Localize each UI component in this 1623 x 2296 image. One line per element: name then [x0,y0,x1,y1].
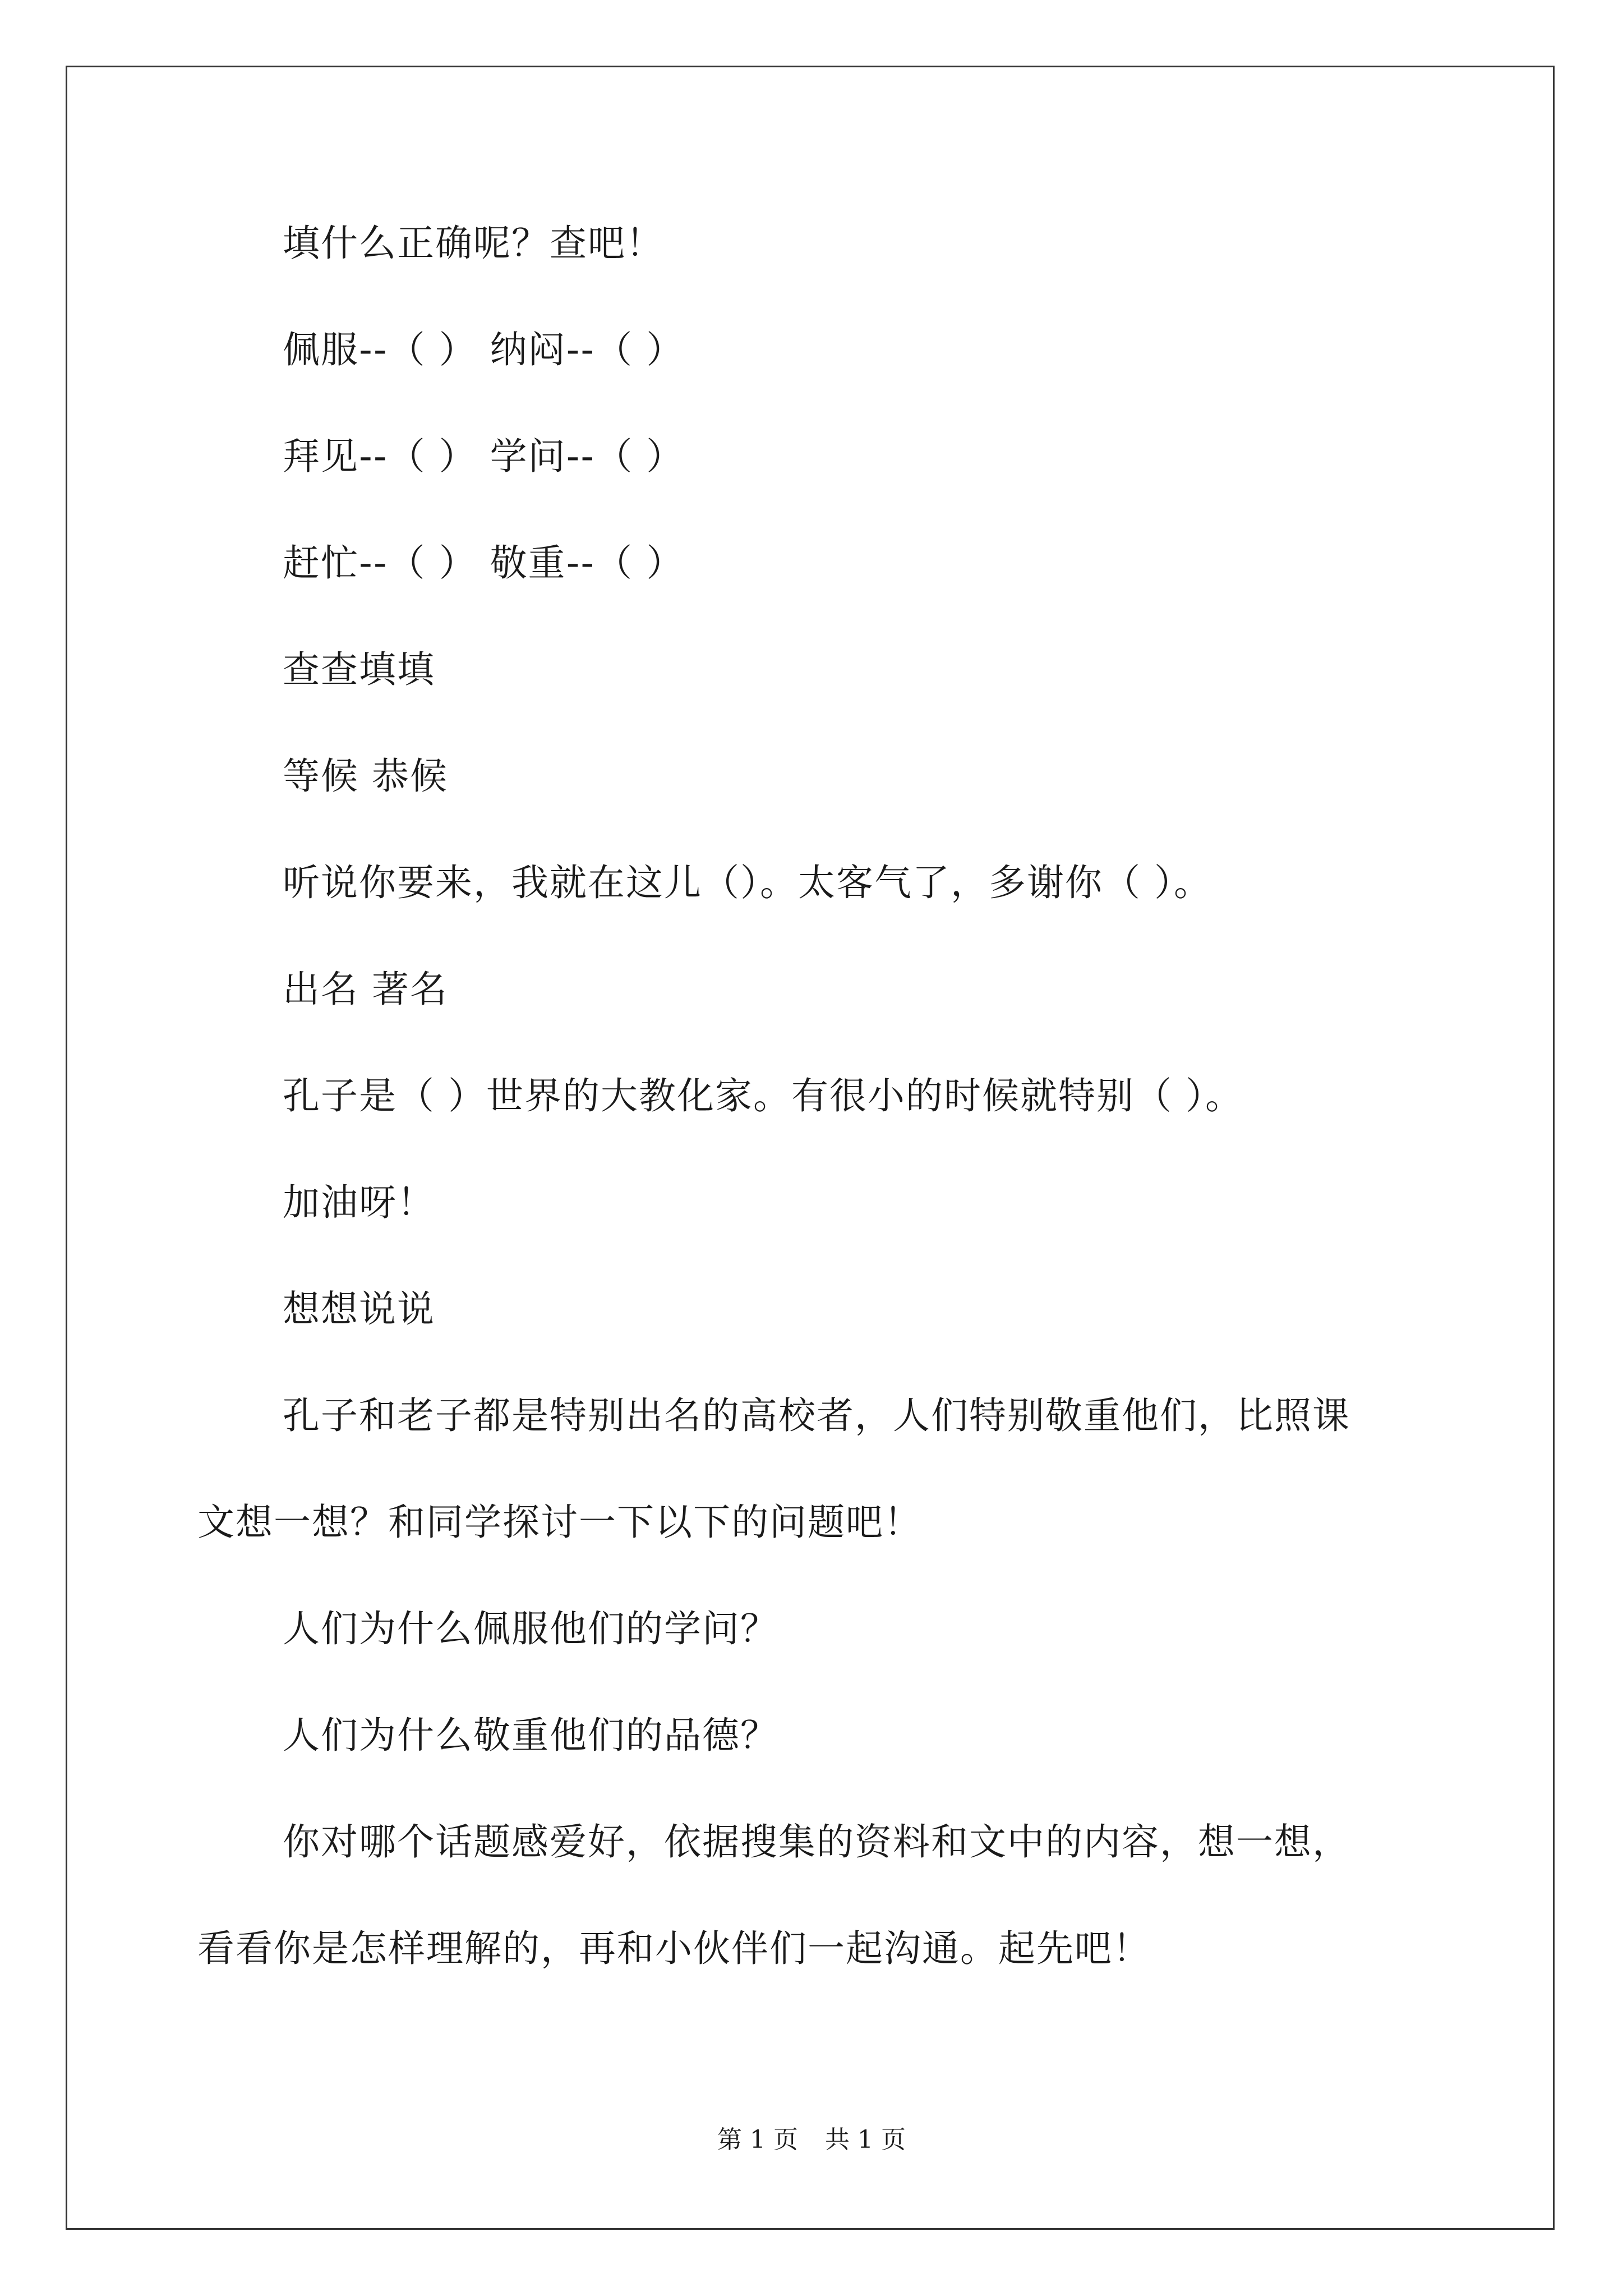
paragraph-line: 孔子是（ ）世界的大教化家。有很小的时候就特别（ ）。 [283,1074,1243,1117]
page-frame [66,66,1555,2230]
paragraph-line: 你对哪个话题感爱好，依据搜集的资料和文中的内容，想一想， [283,1820,1350,1864]
paragraph-line: 赶忙--（ ） 敬重--（ ） [283,541,685,585]
paragraph-line: 听说你要来，我就在这儿（）。太客气了，多谢你（ ）。 [283,861,1212,904]
paragraph-line: 人们为什么佩服他们的学问？ [283,1607,778,1650]
paragraph-line: 看看你是怎样理解的，再和小伙伴们一起沟通。起先吧！ [197,1927,1151,1970]
paragraph-line: 查查填填 [283,648,435,691]
page-total: 共 1 页 [825,2125,906,2154]
paragraph-line: 孔子和老子都是特别出名的高校者，人们特别敬重他们，比照课 [283,1394,1350,1437]
paragraph-line: 人们为什么敬重他们的品德？ [283,1714,778,1757]
paragraph-line: 填什么正确呢？查吧！ [283,222,664,265]
paragraph-line: 出名 著名 [283,968,448,1011]
paragraph-line: 文想一想？和同学探讨一下以下的问题吧！ [197,1501,922,1544]
page-footer [0,2123,1623,2157]
paragraph-line: 等候 恭候 [283,754,448,798]
paragraph-line: 想想说说 [283,1287,435,1331]
paragraph-line: 佩服--（ ） 纳闷--（ ） [283,328,685,371]
paragraph-line: 加油呀！ [283,1181,435,1224]
paragraph-line: 拜见--（ ） 学问--（ ） [283,435,685,478]
page-number: 第 1 页 [717,2125,798,2154]
